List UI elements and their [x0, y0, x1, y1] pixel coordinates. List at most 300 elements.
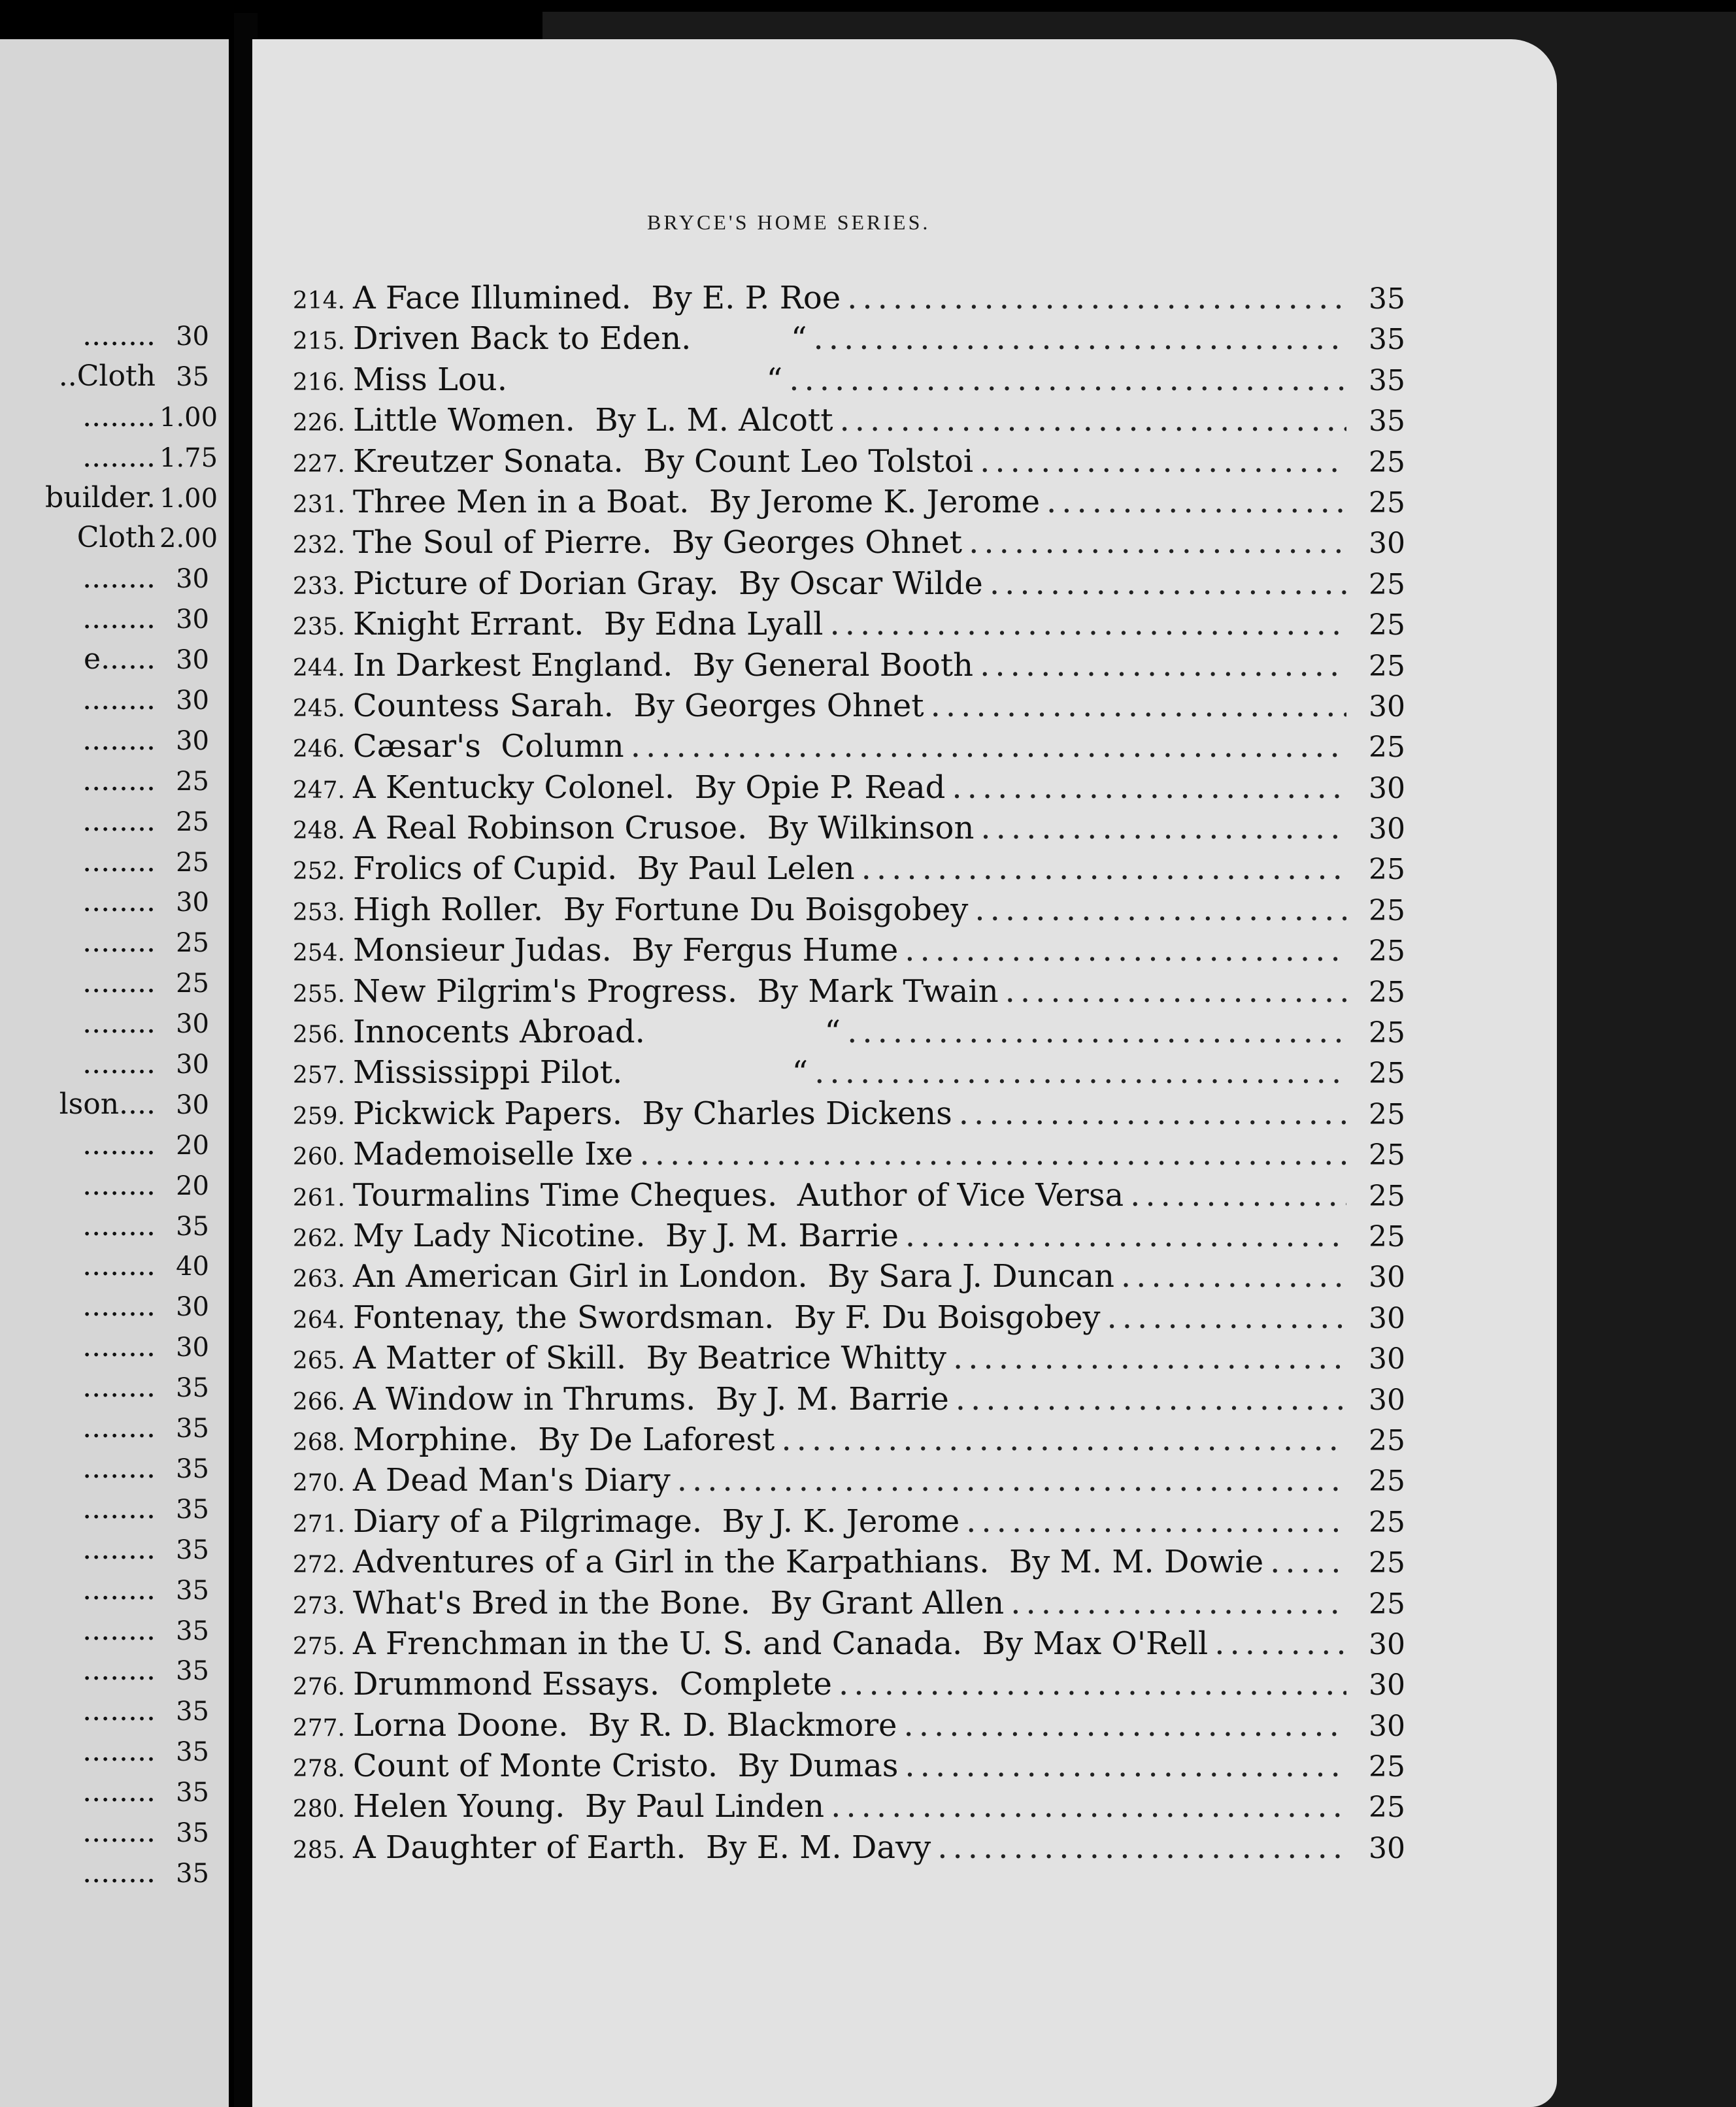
catalogue-entry — [281, 1299, 1405, 1340]
left-page-price: 30 — [176, 1050, 209, 1080]
dot-leader — [789, 361, 1346, 398]
entry-title: Mademoiselle Ixe — [353, 1136, 633, 1173]
left-page-price: 30 — [176, 888, 209, 918]
dot-leader — [952, 769, 1346, 806]
left-page-text: ........ — [82, 602, 156, 636]
entry-price: 25 — [1369, 608, 1405, 642]
entry-number: 245. — [292, 695, 345, 722]
entry-number: 254. — [292, 940, 345, 967]
left-page-text: ........ — [82, 1613, 156, 1647]
left-page-price: 1.75 — [159, 442, 218, 473]
entry-title: Adventures of a Girl in the Karpathians. By M. M. Dowie — [353, 1544, 1264, 1581]
entry-number: 265. — [292, 1348, 345, 1375]
entry-title: A Matter of Skill. By Beatrice Whitty — [353, 1340, 946, 1377]
left-page-price: 35 — [176, 1535, 209, 1565]
catalogue-entry — [281, 1218, 1405, 1258]
catalogue-entry — [281, 1136, 1405, 1176]
entry-price: 25 — [1369, 1465, 1405, 1499]
left-page-row — [0, 561, 209, 602]
left-page-text: ........ — [82, 1127, 156, 1161]
entry-title: High Roller. By Fortune Du Boisgobey — [353, 891, 969, 928]
entry-number: 257. — [292, 1062, 345, 1089]
dot-leader — [956, 1381, 1346, 1418]
catalogue-list — [281, 280, 1405, 1870]
left-page-row — [0, 885, 209, 925]
left-page-price: 35 — [176, 1494, 209, 1525]
dot-leader — [847, 1014, 1346, 1050]
left-page-row — [0, 1411, 209, 1452]
catalogue-entry — [281, 1340, 1405, 1380]
left-page-price: 30 — [176, 605, 209, 635]
entry-number: 252. — [292, 858, 345, 886]
page-header: BRYCE'S HOME SERIES. — [647, 210, 931, 234]
left-page-row — [0, 1006, 209, 1047]
catalogue-entry — [281, 402, 1405, 442]
catalogue-entry — [281, 1707, 1405, 1748]
left-page-row — [0, 1816, 209, 1856]
left-page-price: 30 — [176, 725, 209, 756]
dot-leader — [980, 647, 1346, 684]
left-page-price: 25 — [176, 847, 209, 878]
catalogue-entry — [281, 443, 1405, 484]
left-page-price: 25 — [176, 928, 209, 959]
catalogue-entry — [281, 565, 1405, 606]
entry-number: 246. — [292, 736, 345, 763]
left-page-text: ........ — [82, 1208, 156, 1242]
entry-number: 253. — [292, 899, 345, 926]
entry-price: 25 — [1369, 486, 1405, 520]
left-page-row — [0, 845, 209, 886]
catalogue-entry — [281, 1748, 1405, 1788]
entry-number: 216. — [292, 369, 345, 396]
entry-title: Kreutzer Sonata. By Count Leo Tolstoi — [353, 442, 974, 480]
dot-leader — [1270, 1544, 1346, 1580]
dot-leader — [959, 1095, 1346, 1132]
left-page-price: 35 — [176, 1373, 209, 1404]
left-page-row — [0, 521, 218, 561]
entry-title: What's Bred in the Bone. By Grant Allen — [353, 1584, 1005, 1621]
entry-title: My Lady Nicotine. By J. M. Barrie — [353, 1217, 899, 1254]
entry-price: 25 — [1369, 649, 1405, 683]
left-page-row — [0, 1856, 209, 1897]
entry-title: The Soul of Pierre. By Georges Ohnet — [353, 524, 963, 561]
left-page-text: ........ — [82, 1168, 156, 1202]
left-page-text: ........ — [82, 1855, 156, 1889]
entry-price: 25 — [1369, 731, 1405, 765]
entry-title: Drummond Essays. Complete — [353, 1666, 832, 1703]
entry-title: Lorna Doone. By R. D. Blackmore — [353, 1706, 897, 1744]
left-page-price: 1.00 — [159, 483, 218, 514]
dot-leader — [814, 1054, 1346, 1091]
entry-number: 233. — [292, 572, 345, 600]
entry-title: Tourmalins Time Cheques. Author of Vice Versa — [353, 1176, 1124, 1214]
dot-leader — [631, 728, 1346, 765]
entry-number: 275. — [292, 1633, 345, 1660]
entry-price: 30 — [1369, 1709, 1405, 1743]
left-page-text: lson.... — [59, 1087, 156, 1121]
entry-number: 244. — [292, 654, 345, 682]
entry-number: 256. — [292, 1021, 345, 1049]
catalogue-entry — [281, 280, 1405, 320]
entry-price: 30 — [1369, 527, 1405, 561]
left-page-text: ........ — [82, 1047, 156, 1081]
left-page-price: 30 — [176, 645, 209, 676]
left-page-text: ........ — [82, 1653, 156, 1687]
left-page-row — [0, 1047, 209, 1087]
catalogue-entry — [281, 973, 1405, 1014]
entry-title: Diary of a Pilgrimage. By J. K. Jerome — [353, 1502, 960, 1540]
dot-leader — [980, 443, 1346, 480]
left-page-row — [0, 764, 209, 805]
catalogue-entry — [281, 1462, 1405, 1502]
entry-number: 235. — [292, 614, 345, 641]
entry-number: 272. — [292, 1551, 345, 1579]
entry-title: Count of Monte Cristo. By Dumas — [353, 1748, 899, 1785]
entry-price: 25 — [1369, 1179, 1405, 1213]
catalogue-entry — [281, 688, 1405, 728]
entry-price: 35 — [1369, 282, 1405, 316]
left-page-price: 35 — [176, 1453, 209, 1484]
entry-price: 30 — [1369, 1301, 1405, 1335]
left-page-text: ........ — [82, 1370, 156, 1404]
entry-title: Three Men in a Boat. By Jerome K. Jerome — [353, 483, 1041, 520]
left-page-price: 20 — [176, 1170, 209, 1201]
dot-leader — [937, 1829, 1346, 1866]
left-page-text: ........ — [82, 1330, 156, 1364]
left-page-price: 1.00 — [159, 402, 218, 433]
left-page-price: 40 — [176, 1252, 209, 1282]
left-page-text: ........ — [82, 1532, 156, 1566]
entry-title: Mississippi Pilot. “ — [353, 1054, 809, 1091]
catalogue-entry — [281, 1258, 1405, 1299]
catalogue-entry — [281, 320, 1405, 361]
catalogue-entry — [281, 1829, 1405, 1870]
left-page-text: ........ — [82, 399, 156, 433]
entry-title: An American Girl in London. By Sara J. Duncan — [353, 1258, 1114, 1295]
left-page-row — [0, 966, 209, 1006]
left-page-text: ........ — [82, 723, 156, 757]
entry-title: Driven Back to Eden. “ — [353, 320, 807, 357]
dot-leader — [1130, 1177, 1346, 1214]
left-page-text: ........ — [82, 1411, 156, 1445]
left-page-price: 35 — [176, 1211, 209, 1242]
left-page-row — [0, 399, 218, 440]
entry-number: 226. — [292, 410, 345, 437]
left-page-text: ........ — [82, 319, 156, 352]
left-page-row — [0, 440, 218, 481]
entry-price: 25 — [1369, 1138, 1405, 1172]
left-page-text: ........ — [82, 885, 156, 919]
left-page-row — [0, 642, 209, 683]
entry-title: In Darkest England. By General Booth — [353, 646, 974, 684]
catalogue-entry — [281, 1544, 1405, 1584]
dot-leader — [839, 1666, 1346, 1702]
left-page-price: 35 — [176, 1817, 209, 1848]
dot-leader — [847, 280, 1346, 316]
left-page-row — [0, 319, 209, 359]
left-page-text: ........ — [82, 1451, 156, 1485]
left-page-row — [0, 1128, 209, 1169]
dot-leader — [640, 1136, 1346, 1172]
catalogue-entry — [281, 1177, 1405, 1218]
entry-title: A Face Illumined. By E. P. Roe — [353, 280, 841, 316]
dot-leader — [903, 1707, 1346, 1744]
left-page-text: ........ — [82, 1289, 156, 1323]
entry-number: 231. — [292, 491, 345, 518]
entry-title: Morphine. By De Laforest — [353, 1421, 775, 1458]
left-page-column — [0, 319, 218, 1897]
catalogue-entry — [281, 1503, 1405, 1544]
left-page-price: 35 — [176, 1616, 209, 1646]
dot-leader — [905, 1218, 1346, 1254]
entry-price: 30 — [1369, 812, 1405, 846]
catalogue-entry — [281, 932, 1405, 972]
left-page-row — [0, 1614, 209, 1654]
dot-leader — [781, 1421, 1346, 1458]
dot-leader — [1005, 973, 1346, 1010]
left-page — [0, 39, 229, 2107]
entry-price: 35 — [1369, 405, 1405, 439]
dot-leader — [953, 1340, 1346, 1376]
entry-price: 25 — [1369, 893, 1405, 927]
catalogue-entry — [281, 1095, 1405, 1136]
catalogue-entry — [281, 1625, 1405, 1666]
entry-title: Cæsar's Column — [353, 728, 624, 765]
entry-number: 276. — [292, 1674, 345, 1701]
entry-number: 273. — [292, 1592, 345, 1619]
left-page-row — [0, 602, 209, 642]
left-page-text: ........ — [82, 1491, 156, 1525]
entry-number: 232. — [292, 532, 345, 559]
left-page-row — [0, 1533, 209, 1573]
left-page-price: 35 — [176, 1778, 209, 1808]
entry-title: A Kentucky Colonel. By Opie P. Read — [353, 769, 946, 806]
catalogue-entry — [281, 1585, 1405, 1625]
entry-title: A Real Robinson Crusoe. By Wilkinson — [353, 810, 975, 847]
left-page-price: 35 — [176, 1414, 209, 1444]
entry-title: Helen Young. By Paul Linden — [353, 1788, 825, 1825]
entry-price: 25 — [1369, 1016, 1405, 1050]
left-page-row — [0, 1653, 209, 1694]
entry-price: 30 — [1369, 1261, 1405, 1295]
left-page-text: ........ — [82, 440, 156, 474]
entry-price: 35 — [1369, 323, 1405, 357]
entry-price: 25 — [1369, 445, 1405, 479]
entry-number: 260. — [292, 1144, 345, 1171]
dot-leader — [1046, 484, 1346, 520]
left-page-price: 25 — [176, 969, 209, 999]
left-page-row — [0, 925, 209, 966]
left-page-text: ........ — [82, 1249, 156, 1283]
entry-number: 214. — [292, 288, 345, 314]
entry-title: Picture of Dorian Gray. By Oscar Wilde — [353, 565, 983, 602]
left-page-row — [0, 1452, 209, 1492]
entry-number: 264. — [292, 1306, 345, 1334]
dot-leader — [677, 1462, 1346, 1499]
entry-price: 25 — [1369, 1546, 1405, 1580]
left-page-price: 30 — [176, 1333, 209, 1363]
dot-leader — [839, 402, 1346, 439]
entry-price: 25 — [1369, 567, 1405, 601]
entry-number: 263. — [292, 1266, 345, 1293]
catalogue-entry — [281, 1014, 1405, 1054]
dot-leader — [980, 810, 1346, 846]
entry-number: 266. — [292, 1388, 345, 1416]
entry-number: 271. — [292, 1510, 345, 1538]
entry-title: A Daughter of Earth. By E. M. Davy — [353, 1829, 931, 1866]
catalogue-entry — [281, 647, 1405, 688]
entry-title: Knight Errant. By Edna Lyall — [353, 606, 824, 643]
catalogue-entry — [281, 484, 1405, 524]
left-page-row — [0, 1694, 209, 1734]
catalogue-entry — [281, 361, 1405, 402]
entry-number: 268. — [292, 1429, 345, 1456]
left-page-text: ........ — [82, 925, 156, 959]
left-page-price: 35 — [176, 361, 209, 392]
left-page-row — [0, 1492, 209, 1533]
left-page-row — [0, 480, 218, 522]
left-page-text: ........ — [82, 1694, 156, 1728]
left-page-text: Cloth — [76, 521, 156, 555]
left-page-text: ........ — [82, 804, 156, 838]
left-page-row — [0, 359, 209, 400]
catalogue-entry — [281, 524, 1405, 565]
dot-leader — [905, 932, 1346, 969]
left-page-price: 30 — [176, 564, 209, 595]
left-page-price: 30 — [176, 686, 209, 716]
left-page-text: e...... — [84, 642, 156, 676]
entry-price: 30 — [1369, 1383, 1405, 1417]
catalogue-entry — [281, 1381, 1405, 1421]
dot-leader — [1010, 1585, 1346, 1621]
left-page-price: 35 — [176, 1697, 209, 1727]
left-page-text: builder. — [44, 480, 156, 514]
entry-price: 25 — [1369, 853, 1405, 887]
entry-price: 25 — [1369, 975, 1405, 1009]
catalogue-entry — [281, 810, 1405, 850]
entry-number: 248. — [292, 818, 345, 845]
entry-title: Miss Lou. “ — [353, 361, 783, 398]
left-page-row — [0, 683, 209, 723]
left-page-price: 25 — [176, 806, 209, 837]
entry-title: A Frenchman in the U. S. and Canada. By Max O'Rell — [353, 1625, 1209, 1662]
entry-number: 261. — [292, 1184, 345, 1212]
dot-leader — [814, 320, 1347, 357]
entry-title: Pickwick Papers. By Charles Dickens — [353, 1095, 952, 1132]
dot-leader — [905, 1748, 1346, 1784]
catalogue-entry — [281, 850, 1405, 891]
entry-number: 270. — [292, 1470, 345, 1497]
dot-leader — [966, 1503, 1346, 1540]
entry-price: 25 — [1369, 1791, 1405, 1825]
entry-number: 285. — [292, 1836, 345, 1864]
entry-title: Frolics of Cupid. By Paul Lelen — [353, 850, 855, 888]
dot-leader — [990, 565, 1346, 602]
left-page-text: ........ — [82, 966, 156, 1000]
entry-number: 227. — [292, 450, 345, 478]
left-page-row — [0, 1775, 209, 1816]
entry-price: 25 — [1369, 935, 1405, 969]
entry-title: A Window in Thrums. By J. M. Barrie — [353, 1380, 949, 1418]
entry-title: Innocents Abroad. “ — [353, 1014, 841, 1051]
catalogue-entry — [281, 1421, 1405, 1462]
entry-title: Little Women. By L. M. Alcott — [353, 402, 833, 439]
left-page-price: 35 — [176, 1858, 209, 1889]
entry-price: 25 — [1369, 1750, 1405, 1784]
entry-price: 35 — [1369, 363, 1405, 397]
entry-title: Countess Sarah. By Georges Ohnet — [353, 687, 924, 724]
left-page-text: ........ — [82, 1572, 156, 1606]
entry-number: 262. — [292, 1225, 345, 1252]
left-page-price: 35 — [176, 1737, 209, 1768]
entry-price: 30 — [1369, 1342, 1405, 1376]
catalogue-entry — [281, 728, 1405, 769]
left-page-text: ........ — [82, 1006, 156, 1040]
left-page-price: 20 — [176, 1130, 209, 1161]
left-page-row — [0, 1289, 209, 1330]
entry-number: 247. — [292, 776, 345, 804]
left-page-text: ........ — [82, 1734, 156, 1768]
left-page-text: ........ — [82, 1775, 156, 1809]
left-page-price: 25 — [176, 766, 209, 797]
left-page-text: ........ — [82, 561, 156, 595]
entry-price: 30 — [1369, 1831, 1405, 1865]
left-page-price: 2.00 — [159, 523, 218, 554]
entry-price: 30 — [1369, 1668, 1405, 1702]
dot-leader — [975, 891, 1346, 928]
left-page-row — [0, 1249, 209, 1289]
catalogue-entry — [281, 891, 1405, 932]
left-page-price: 30 — [176, 1292, 209, 1323]
entry-number: 215. — [292, 328, 345, 356]
dot-leader — [830, 606, 1346, 642]
dot-leader — [861, 850, 1346, 887]
left-page-text: ........ — [82, 844, 156, 878]
left-page-row — [0, 805, 209, 845]
dot-leader — [969, 524, 1346, 561]
left-page-text: ........ — [82, 763, 156, 797]
left-page-text: ........ — [82, 1815, 156, 1849]
dot-leader — [1214, 1625, 1346, 1662]
entry-number: 280. — [292, 1796, 345, 1823]
left-page-row — [0, 1169, 209, 1209]
left-page-row — [0, 723, 209, 764]
entry-price: 25 — [1369, 1423, 1405, 1457]
entry-price: 25 — [1369, 1057, 1405, 1091]
entry-title: Fontenay, the Swordsman. By F. Du Boisgobey — [353, 1299, 1101, 1336]
entry-price: 30 — [1369, 771, 1405, 805]
dot-leader — [831, 1788, 1346, 1825]
left-page-row — [0, 1087, 209, 1128]
catalogue-entry — [281, 769, 1405, 810]
left-page-text: ..Cloth — [58, 359, 156, 393]
entry-price: 25 — [1369, 1097, 1405, 1131]
left-page-row — [0, 1370, 209, 1411]
left-page-row — [0, 1734, 209, 1775]
entry-title: New Pilgrim's Progress. By Mark Twain — [353, 972, 999, 1010]
catalogue-entry — [281, 1788, 1405, 1829]
dot-leader — [1121, 1258, 1346, 1295]
left-page-row — [0, 1330, 209, 1370]
left-page-row — [0, 1573, 209, 1614]
entry-number: 278. — [292, 1755, 345, 1783]
entry-price: 25 — [1369, 1505, 1405, 1539]
entry-title: A Dead Man's Diary — [353, 1462, 671, 1499]
entry-number: 255. — [292, 980, 345, 1008]
left-page-price: 30 — [176, 1089, 209, 1120]
entry-number: 277. — [292, 1714, 345, 1742]
entry-title: Monsieur Judas. By Fergus Hume — [353, 932, 899, 969]
